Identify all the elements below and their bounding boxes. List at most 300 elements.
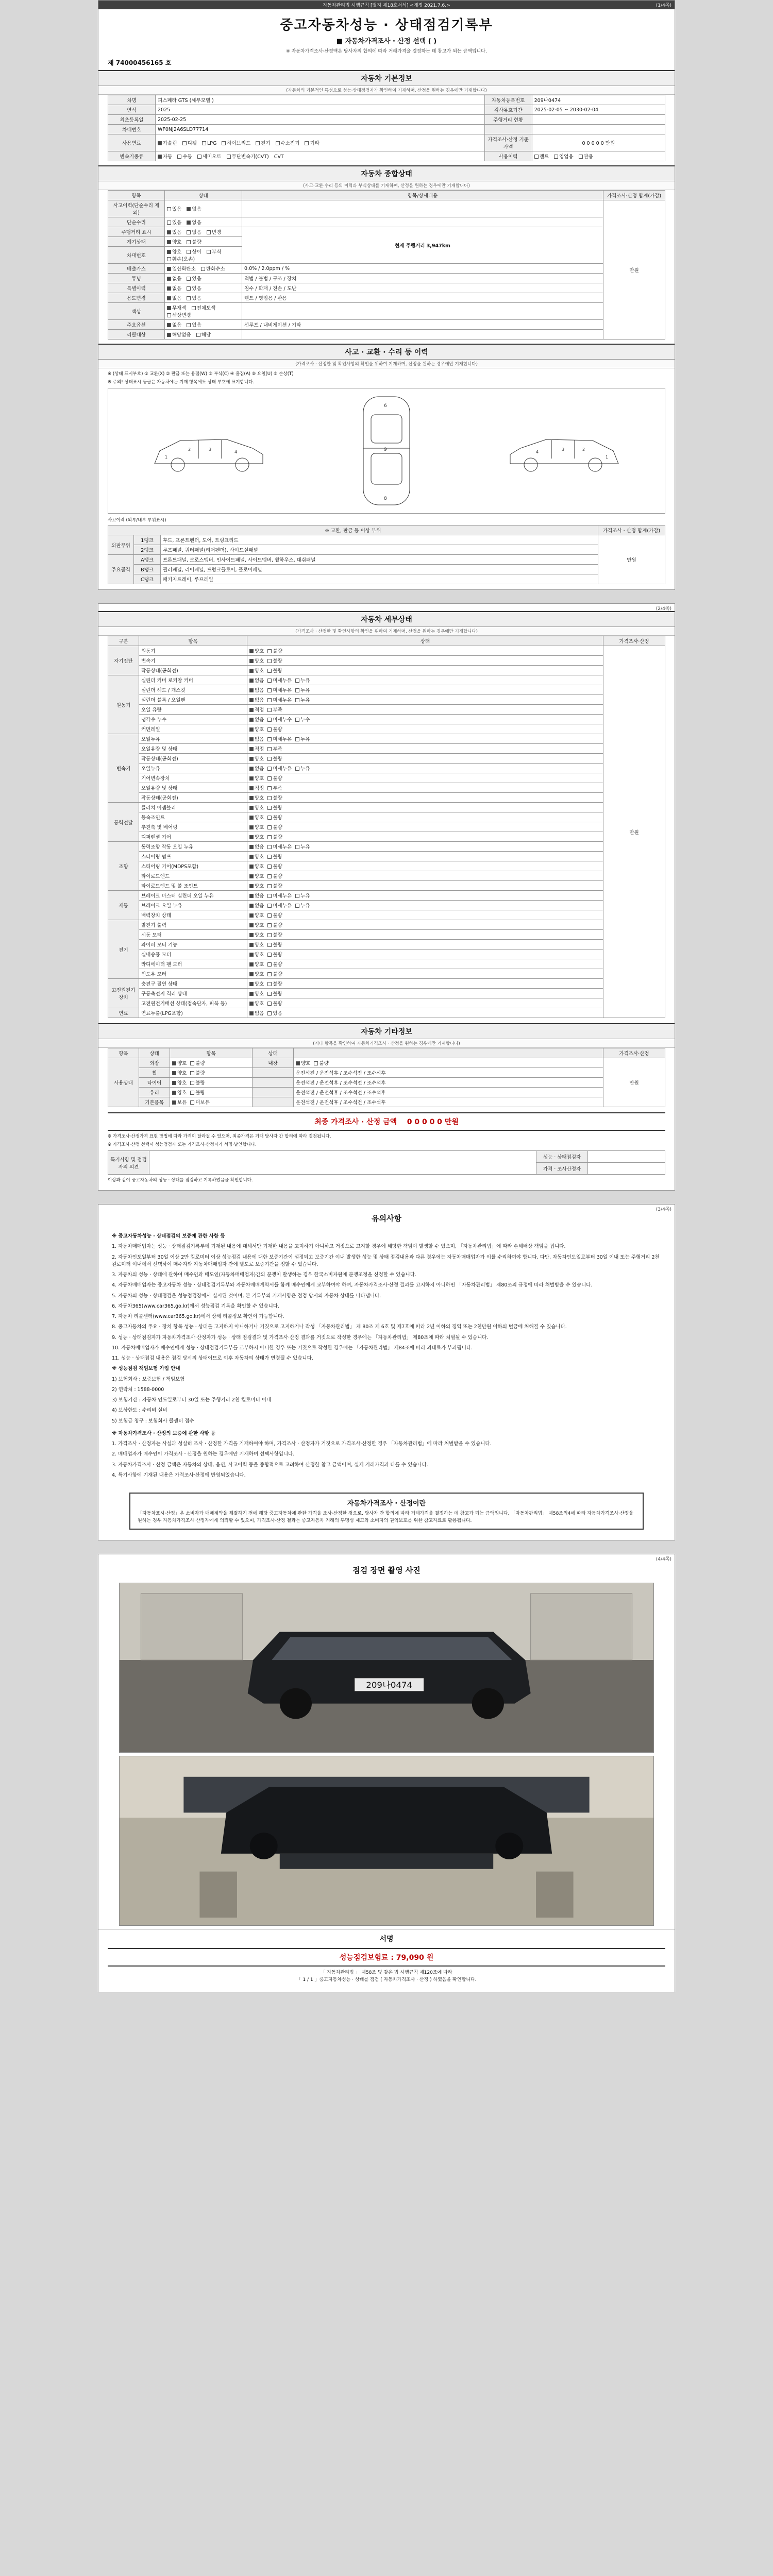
checkbox-icon[interactable] <box>249 972 254 976</box>
detail-options[interactable] <box>247 705 603 715</box>
checkbox-icon[interactable] <box>249 698 254 702</box>
checkbox-icon[interactable] <box>190 1100 194 1105</box>
opt-0[interactable] <box>249 706 264 713</box>
checkbox-icon[interactable] <box>249 943 254 947</box>
checkbox-icon[interactable] <box>267 933 272 937</box>
checkbox-icon[interactable] <box>207 230 211 234</box>
detail-options[interactable] <box>247 812 603 822</box>
checkbox-icon[interactable] <box>267 698 272 702</box>
opt-0[interactable] <box>167 265 196 272</box>
opt-1[interactable] <box>267 833 282 840</box>
checkbox-icon[interactable] <box>187 296 191 300</box>
detail-options[interactable] <box>247 666 603 675</box>
opt-1[interactable] <box>267 902 292 909</box>
opt-2[interactable] <box>295 735 310 742</box>
opt-0[interactable] <box>167 294 181 301</box>
checkbox-icon[interactable] <box>249 688 254 692</box>
checkbox-icon[interactable] <box>249 894 254 898</box>
detail-options[interactable] <box>247 646 603 656</box>
checkbox-icon[interactable] <box>249 679 254 683</box>
opt-0[interactable] <box>249 960 264 968</box>
opt-0[interactable] <box>249 862 264 870</box>
checkbox-icon[interactable] <box>534 155 539 159</box>
opt-1[interactable] <box>267 941 282 948</box>
checkbox-icon[interactable] <box>295 737 299 741</box>
checkbox-icon[interactable] <box>167 277 171 281</box>
opt-2[interactable] <box>295 765 310 772</box>
detail-options[interactable] <box>247 861 603 871</box>
opt-0[interactable] <box>249 814 264 821</box>
checkbox-icon[interactable] <box>167 207 171 211</box>
opt-1[interactable] <box>267 853 282 860</box>
checkbox-icon[interactable] <box>267 845 272 849</box>
checkbox-icon[interactable] <box>201 267 205 271</box>
detail-options[interactable] <box>247 950 603 959</box>
opt-1[interactable] <box>192 304 216 311</box>
checkbox-icon[interactable] <box>267 943 272 947</box>
etc-options[interactable] <box>170 1088 253 1097</box>
checkbox-icon[interactable] <box>267 718 272 722</box>
checkbox-icon[interactable] <box>158 141 162 145</box>
checkbox-icon[interactable] <box>295 679 299 683</box>
opt-0[interactable] <box>249 774 264 782</box>
checkbox-icon[interactable] <box>187 286 191 291</box>
checkbox-icon[interactable] <box>167 286 171 291</box>
opt-0[interactable] <box>249 990 264 997</box>
opt-0[interactable] <box>249 921 264 928</box>
checkbox-icon[interactable] <box>167 230 171 234</box>
detail-options[interactable] <box>247 754 603 764</box>
checkbox-icon[interactable] <box>267 904 272 908</box>
checkbox-icon[interactable] <box>222 141 226 145</box>
detail-options[interactable] <box>247 891 603 901</box>
detail-options[interactable] <box>247 822 603 832</box>
opt-1[interactable] <box>267 999 282 1007</box>
etc-options-2[interactable]: 운전석전 / 운전석후 / 조수석전 / 조수석후 <box>294 1078 603 1088</box>
checkbox-icon[interactable] <box>295 904 299 908</box>
checkbox-icon[interactable] <box>249 884 254 888</box>
etc-options[interactable] <box>170 1097 253 1107</box>
checkbox-icon[interactable] <box>249 923 254 927</box>
fuel-option-1[interactable] <box>182 139 197 146</box>
opt-1[interactable] <box>267 647 282 654</box>
row-options[interactable] <box>165 264 242 274</box>
opt-2[interactable] <box>295 843 310 850</box>
row-options[interactable] <box>165 330 242 340</box>
checkbox-icon[interactable] <box>172 1100 176 1105</box>
checkbox-icon[interactable] <box>295 767 299 771</box>
checkbox-icon[interactable] <box>249 776 254 781</box>
car-damage-diagram[interactable] <box>108 388 665 514</box>
opt-0[interactable] <box>172 1098 187 1106</box>
checkbox-icon[interactable] <box>167 250 171 254</box>
checkbox-icon[interactable] <box>249 982 254 986</box>
fuel-options[interactable] <box>156 134 485 151</box>
checkbox-icon[interactable] <box>249 865 254 869</box>
opt-2[interactable] <box>295 676 310 684</box>
detail-options[interactable] <box>247 979 603 989</box>
detail-options[interactable] <box>247 930 603 940</box>
opt-1[interactable] <box>267 676 292 684</box>
checkbox-icon[interactable] <box>249 1011 254 1015</box>
checkbox-icon[interactable] <box>267 1002 272 1006</box>
opt-0[interactable] <box>249 823 264 831</box>
etc-options[interactable] <box>170 1078 253 1088</box>
opt-1[interactable] <box>267 990 282 997</box>
opt-1[interactable] <box>267 716 292 723</box>
opt-1[interactable] <box>267 765 292 772</box>
checkbox-icon[interactable] <box>276 141 280 145</box>
opt-1[interactable] <box>267 911 282 919</box>
checkbox-icon[interactable] <box>249 845 254 849</box>
checkbox-icon[interactable] <box>249 913 254 918</box>
car-side-right-view[interactable] <box>505 422 624 479</box>
checkbox-icon[interactable] <box>167 306 171 310</box>
opt-0[interactable] <box>249 716 264 723</box>
opt-0[interactable] <box>249 755 264 762</box>
checkbox-icon[interactable] <box>190 1091 194 1095</box>
detail-options[interactable] <box>247 969 603 979</box>
opt-1[interactable] <box>187 238 201 245</box>
checkbox-icon[interactable] <box>267 767 272 771</box>
detail-options[interactable] <box>247 940 603 950</box>
opt-1[interactable] <box>187 228 201 235</box>
detail-options[interactable] <box>247 920 603 930</box>
row-options[interactable] <box>165 274 242 283</box>
checkbox-icon[interactable] <box>314 1061 318 1065</box>
opt-0[interactable] <box>249 902 264 909</box>
opt-0[interactable] <box>296 1059 310 1066</box>
opt-2[interactable] <box>295 686 310 693</box>
opt-0[interactable] <box>249 765 264 772</box>
checkbox-icon[interactable] <box>192 306 196 310</box>
checkbox-icon[interactable] <box>172 1091 176 1095</box>
etc-options-2[interactable] <box>294 1058 603 1068</box>
checkbox-icon[interactable] <box>167 240 171 244</box>
usage-option-1[interactable] <box>554 152 574 160</box>
detail-options[interactable] <box>247 793 603 803</box>
opt-1[interactable] <box>196 331 211 338</box>
detail-options[interactable] <box>247 998 603 1008</box>
opt-0[interactable] <box>249 872 264 879</box>
opt-1[interactable] <box>267 951 282 958</box>
checkbox-icon[interactable] <box>249 835 254 839</box>
checkbox-icon[interactable] <box>167 333 171 337</box>
opt-2[interactable] <box>295 892 310 899</box>
checkbox-icon[interactable] <box>267 776 272 781</box>
checkbox-icon[interactable] <box>197 155 201 159</box>
trans-option-3[interactable] <box>227 152 269 160</box>
opt-0[interactable] <box>249 784 264 791</box>
checkbox-icon[interactable] <box>167 221 171 225</box>
detail-options[interactable] <box>247 832 603 842</box>
opt-1[interactable] <box>267 784 282 791</box>
detail-options[interactable] <box>247 803 603 812</box>
checkbox-icon[interactable] <box>267 923 272 927</box>
opt-1[interactable] <box>267 725 282 733</box>
checkbox-icon[interactable] <box>267 679 272 683</box>
opt-2[interactable] <box>295 716 310 723</box>
opt-1[interactable] <box>187 275 201 282</box>
checkbox-icon[interactable] <box>249 757 254 761</box>
opt-1[interactable] <box>267 921 282 928</box>
checkbox-icon[interactable] <box>187 250 191 254</box>
opt-0[interactable] <box>249 970 264 977</box>
detail-options[interactable] <box>247 783 603 793</box>
detail-options[interactable] <box>247 910 603 920</box>
row-options[interactable] <box>165 217 242 227</box>
checkbox-icon[interactable] <box>187 230 191 234</box>
opt-0[interactable] <box>167 238 181 245</box>
checkbox-icon[interactable] <box>267 992 272 996</box>
etc-options-2[interactable]: 운전석전 / 운전석후 / 조수석전 / 조수석후 <box>294 1088 603 1097</box>
row-options[interactable] <box>165 320 242 330</box>
checkbox-icon[interactable] <box>249 669 254 673</box>
checkbox-icon[interactable] <box>249 933 254 937</box>
row-options[interactable] <box>165 293 242 303</box>
opt-1[interactable] <box>190 1069 205 1076</box>
opt-0[interactable] <box>172 1069 187 1076</box>
opt-1[interactable] <box>267 980 282 987</box>
checkbox-icon[interactable] <box>249 649 254 653</box>
opt-0[interactable] <box>249 657 264 664</box>
trans-option-1[interactable] <box>177 152 192 160</box>
fuel-option-0[interactable] <box>158 139 177 146</box>
detail-options[interactable] <box>247 734 603 744</box>
opt-0[interactable] <box>249 667 264 674</box>
checkbox-icon[interactable] <box>249 747 254 751</box>
opt-1[interactable] <box>267 960 282 968</box>
opt-0[interactable] <box>167 218 181 226</box>
checkbox-icon[interactable] <box>190 1061 194 1065</box>
opt-0[interactable] <box>167 228 181 235</box>
checkbox-icon[interactable] <box>187 221 191 225</box>
opt-0[interactable] <box>249 1009 264 1016</box>
opt-0[interactable] <box>249 725 264 733</box>
opt-0[interactable] <box>167 284 181 292</box>
fuel-option-5[interactable] <box>276 139 300 146</box>
checkbox-icon[interactable] <box>267 913 272 918</box>
detail-options[interactable] <box>247 773 603 783</box>
checkbox-icon[interactable] <box>249 953 254 957</box>
fuel-option-6[interactable] <box>305 139 319 146</box>
opt-1[interactable] <box>187 205 201 212</box>
opt-0[interactable] <box>249 833 264 840</box>
opt-1[interactable] <box>187 248 201 255</box>
checkbox-icon[interactable] <box>267 786 272 790</box>
checkbox-icon[interactable] <box>267 659 272 663</box>
detail-options[interactable] <box>247 842 603 852</box>
detail-options[interactable] <box>247 989 603 998</box>
checkbox-icon[interactable] <box>267 953 272 957</box>
photo-underbody-view[interactable] <box>119 1756 654 1926</box>
checkbox-icon[interactable] <box>227 155 231 159</box>
fuel-option-2[interactable] <box>202 141 216 146</box>
detail-options[interactable] <box>247 881 603 891</box>
checkbox-icon[interactable] <box>190 1081 194 1085</box>
detail-options[interactable] <box>247 656 603 666</box>
usage-option-0[interactable] <box>534 152 549 160</box>
checkbox-icon[interactable] <box>249 874 254 878</box>
etc-options-2[interactable]: 운전석전 / 운전석후 / 조수석전 / 조수석후 <box>294 1097 603 1107</box>
checkbox-icon[interactable] <box>267 708 272 712</box>
checkbox-icon[interactable] <box>267 816 272 820</box>
checkbox-icon[interactable] <box>267 669 272 673</box>
checkbox-icon[interactable] <box>267 727 272 732</box>
detail-options[interactable] <box>247 871 603 881</box>
opt-1[interactable] <box>267 804 282 811</box>
checkbox-icon[interactable] <box>167 257 171 261</box>
opt-0[interactable] <box>249 882 264 889</box>
opinion-value[interactable] <box>149 1151 536 1175</box>
checkbox-icon[interactable] <box>249 727 254 732</box>
opt-0[interactable] <box>249 911 264 919</box>
detail-options[interactable] <box>247 1008 603 1018</box>
opt-1[interactable] <box>267 843 292 850</box>
opt-0[interactable] <box>167 248 181 255</box>
detail-options[interactable] <box>247 744 603 754</box>
checkbox-icon[interactable] <box>172 1071 176 1075</box>
checkbox-icon[interactable] <box>267 855 272 859</box>
checkbox-icon[interactable] <box>249 806 254 810</box>
checkbox-icon[interactable] <box>267 835 272 839</box>
opt-1[interactable] <box>267 814 282 821</box>
opt-1[interactable] <box>187 294 201 301</box>
checkbox-icon[interactable] <box>267 972 272 976</box>
opt-0[interactable] <box>167 331 191 338</box>
checkbox-icon[interactable] <box>172 1061 176 1065</box>
checkbox-icon[interactable] <box>249 659 254 663</box>
opt-1[interactable] <box>267 823 282 831</box>
checkbox-icon[interactable] <box>256 141 260 145</box>
signer-value-1[interactable] <box>588 1151 665 1163</box>
opt-0[interactable] <box>249 676 264 684</box>
checkbox-icon[interactable] <box>249 855 254 859</box>
row-options[interactable] <box>165 303 242 320</box>
opt-0[interactable] <box>167 275 181 282</box>
checkbox-icon[interactable] <box>190 1071 194 1075</box>
checkbox-icon[interactable] <box>249 786 254 790</box>
opt-1[interactable] <box>267 667 282 674</box>
detail-options[interactable] <box>247 695 603 705</box>
fuel-option-3[interactable] <box>222 139 250 146</box>
row-options[interactable] <box>165 283 242 293</box>
etc-options[interactable] <box>170 1058 253 1068</box>
opt-1[interactable] <box>190 1059 205 1066</box>
checkbox-icon[interactable] <box>249 718 254 722</box>
etc-options[interactable] <box>170 1068 253 1078</box>
opt-0[interactable] <box>249 843 264 850</box>
opt-1[interactable] <box>267 696 292 703</box>
opt-1[interactable] <box>201 265 225 272</box>
trans-option-2[interactable] <box>197 152 222 160</box>
opt-0[interactable] <box>249 951 264 958</box>
opt-1[interactable] <box>190 1079 205 1086</box>
opt-1[interactable] <box>267 735 292 742</box>
detail-options[interactable] <box>247 685 603 695</box>
checkbox-icon[interactable] <box>296 1061 300 1065</box>
checkbox-icon[interactable] <box>172 1081 176 1085</box>
checkbox-icon[interactable] <box>267 806 272 810</box>
checkbox-icon[interactable] <box>249 816 254 820</box>
checkbox-icon[interactable] <box>267 894 272 898</box>
checkbox-icon[interactable] <box>267 737 272 741</box>
opt-1[interactable] <box>187 321 201 328</box>
opt-1[interactable] <box>190 1089 205 1096</box>
checkbox-icon[interactable] <box>305 141 309 145</box>
checkbox-icon[interactable] <box>267 865 272 869</box>
opt-0[interactable] <box>167 205 181 212</box>
opt-1[interactable] <box>267 882 282 889</box>
opt-0[interactable] <box>167 304 187 311</box>
checkbox-icon[interactable] <box>267 982 272 986</box>
opt-0[interactable] <box>249 853 264 860</box>
opt-1[interactable] <box>267 794 282 801</box>
opt-1[interactable] <box>267 970 282 977</box>
checkbox-icon[interactable] <box>167 296 171 300</box>
car-top-view[interactable] <box>348 392 425 510</box>
opt-0[interactable] <box>249 735 264 742</box>
signer-value-2[interactable] <box>588 1163 665 1175</box>
opt-0[interactable] <box>249 794 264 801</box>
checkbox-icon[interactable] <box>249 904 254 908</box>
checkbox-icon[interactable] <box>295 718 299 722</box>
checkbox-icon[interactable] <box>267 874 272 878</box>
opt-1[interactable] <box>267 862 282 870</box>
checkbox-icon[interactable] <box>554 155 558 159</box>
opt-0[interactable] <box>249 686 264 693</box>
opt-1[interactable] <box>267 774 282 782</box>
detail-options[interactable] <box>247 724 603 734</box>
opt-0[interactable] <box>249 941 264 948</box>
opt-0[interactable] <box>172 1059 187 1066</box>
opt-0[interactable] <box>172 1079 187 1086</box>
opt-0[interactable] <box>249 999 264 1007</box>
opt-1[interactable] <box>267 872 282 879</box>
usage-option-2[interactable] <box>579 152 593 160</box>
checkbox-icon[interactable] <box>267 757 272 761</box>
opt-0[interactable] <box>249 647 264 654</box>
detail-options[interactable] <box>247 715 603 724</box>
checkbox-icon[interactable] <box>187 277 191 281</box>
checkbox-icon[interactable] <box>202 141 206 145</box>
checkbox-icon[interactable] <box>267 688 272 692</box>
checkbox-icon[interactable] <box>267 649 272 653</box>
checkbox-icon[interactable] <box>167 267 171 271</box>
checkbox-icon[interactable] <box>207 250 211 254</box>
detail-options[interactable] <box>247 764 603 773</box>
opt-1[interactable] <box>190 1098 210 1106</box>
opt-1[interactable] <box>267 1009 282 1016</box>
checkbox-icon[interactable] <box>182 141 187 145</box>
opt-1[interactable] <box>267 686 292 693</box>
checkbox-icon[interactable] <box>249 796 254 800</box>
checkbox-icon[interactable] <box>579 155 583 159</box>
checkbox-icon[interactable] <box>249 992 254 996</box>
checkbox-icon[interactable] <box>187 207 191 211</box>
detail-options[interactable] <box>247 852 603 861</box>
opt-0[interactable] <box>249 931 264 938</box>
opt-1[interactable] <box>267 892 292 899</box>
opt-1[interactable] <box>187 218 201 226</box>
checkbox-icon[interactable] <box>267 825 272 829</box>
checkbox-icon[interactable] <box>158 155 162 159</box>
checkbox-icon[interactable] <box>249 708 254 712</box>
checkbox-icon[interactable] <box>249 1002 254 1006</box>
usage-options[interactable] <box>532 151 665 161</box>
car-side-left-view[interactable] <box>149 422 268 479</box>
row-options[interactable] <box>165 200 242 217</box>
